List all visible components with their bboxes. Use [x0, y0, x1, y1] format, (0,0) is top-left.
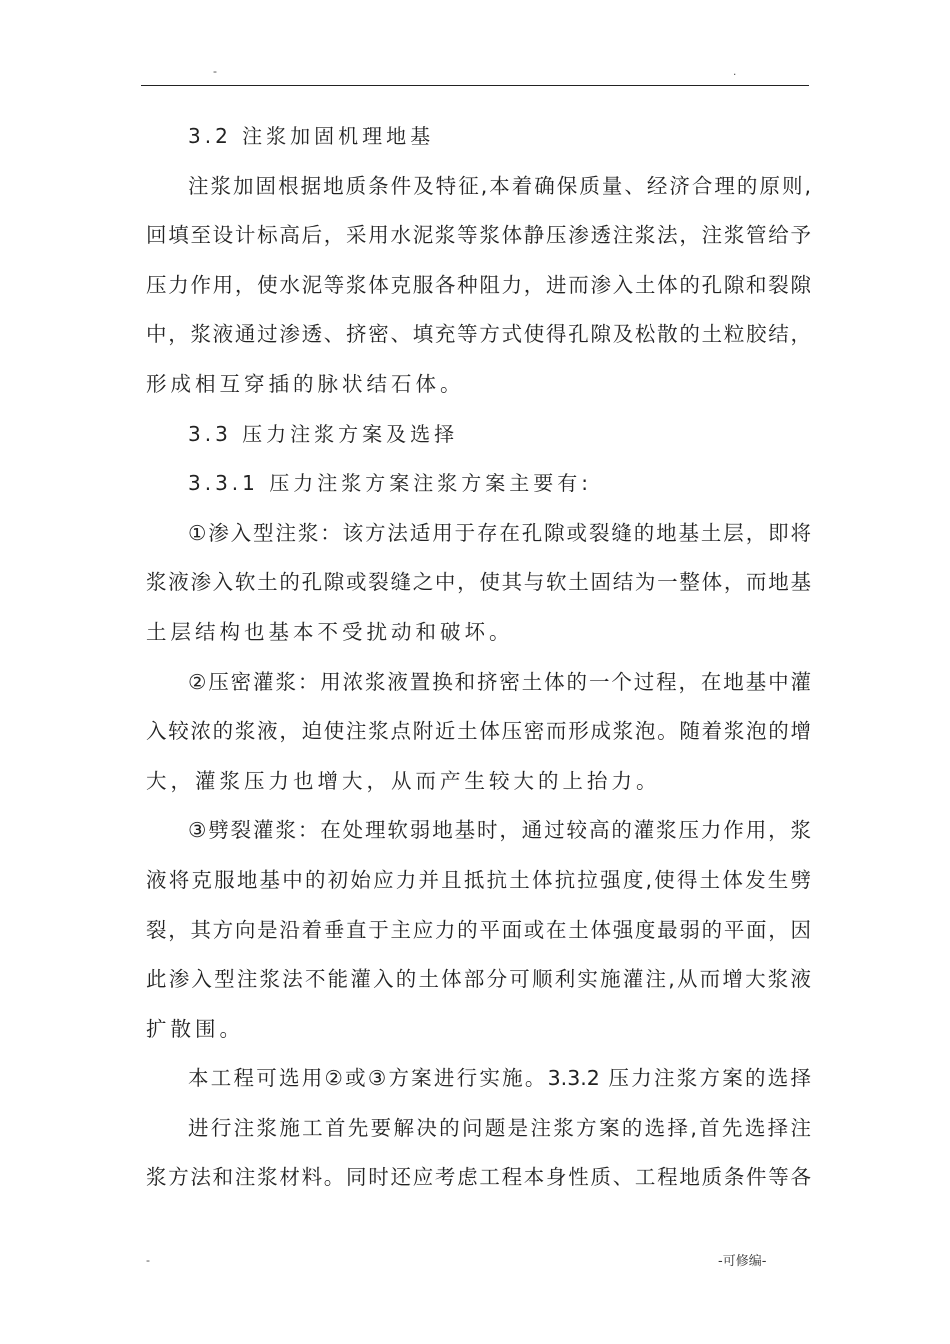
paragraph-line: 入较浓的浆液，迫使注浆点附近土体压密而形成浆泡。随着浆泡的增 — [146, 719, 811, 744]
paragraph-line: 形成相互穿插的脉状结石体。 — [146, 371, 465, 396]
paragraph-line: ②压密灌浆：用浓浆液置换和挤密土体的一个过程，在地基中灌 — [188, 669, 811, 694]
header-rule — [141, 85, 809, 86]
paragraph-line: 回填至设计标高后，采用水泥浆等浆体静压渗透注浆法，注浆管给予 — [146, 223, 811, 248]
footer-left-mark: - — [146, 1253, 150, 1267]
paragraph-line: 浆方法和注浆材料。同时还应考虑工程本身性质、工程地质条件等各 — [146, 1165, 811, 1190]
footer-editable-note: -可修编- — [718, 1254, 767, 1269]
header-right-mark: . — [733, 64, 737, 78]
paragraph-line: 大，灌浆压力也增大，从而产生较大的上抬力。 — [146, 768, 661, 793]
section-heading-3-3-1: 3.3.1 压力注浆方案注浆方案主要有: — [188, 471, 592, 496]
paragraph-line: 本工程可选用②或③方案进行实施。3.3.2 压力注浆方案的选择 — [188, 1066, 811, 1091]
paragraph-line: ①渗入型注浆：该方法适用于存在孔隙或裂缝的地基土层，即将 — [188, 520, 811, 545]
paragraph-line: 此渗入型注浆法不能灌入的土体部分可顺利实施灌注,从而增大浆液 — [146, 967, 811, 992]
paragraph-line: 压力作用，使水泥等浆体克服各种阻力，进而渗入土体的孔隙和裂隙 — [146, 272, 811, 297]
paragraph-line: 中，浆液通过渗透、挤密、填充等方式使得孔隙及松散的土粒胶结， — [146, 322, 811, 347]
paragraph-line: 扩散围。 — [146, 1016, 244, 1041]
paragraph-line: 土层结构也基本不受扰动和破坏。 — [146, 619, 514, 644]
section-heading-3-3: 3.3 压力注浆方案及选择 — [188, 421, 459, 446]
paragraph-line: 进行注浆施工首先要解决的问题是注浆方案的选择,首先选择注 — [188, 1115, 811, 1140]
header-left-mark: - — [213, 64, 217, 78]
section-heading-3-2: 3.2 注浆加固机理地基 — [188, 124, 435, 148]
paragraph-line: 液将克服地基中的初始应力并且抵抗土体抗拉强度,使得土体发生劈 — [146, 867, 811, 892]
paragraph-line: 注浆加固根据地质条件及特征,本着确保质量、经济合理的原则, — [188, 173, 811, 198]
document-body — [146, 112, 811, 1203]
paragraph-line: 浆液渗入软土的孔隙或裂缝之中，使其与软土固结为一整体，而地基 — [146, 570, 811, 595]
paragraph-line: 裂，其方向是沿着垂直于主应力的平面或在土体强度最弱的平面，因 — [146, 917, 811, 942]
paragraph-line: ③劈裂灌浆：在处理软弱地基时，通过较高的灌浆压力作用，浆 — [188, 818, 811, 843]
